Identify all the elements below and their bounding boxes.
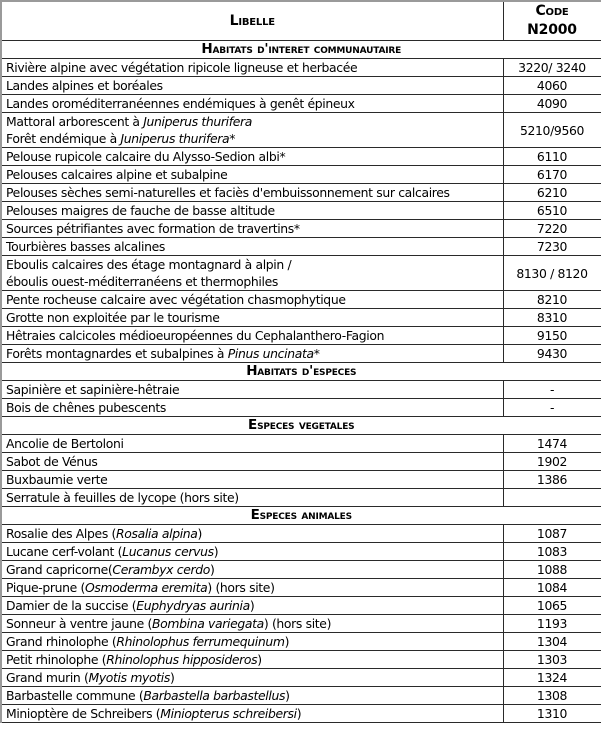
code-cell: 6210 [503, 184, 601, 202]
libelle-cell [1, 309, 503, 327]
libelle-cell [1, 705, 503, 723]
code-cell: 8310 [503, 309, 601, 327]
text-fragment: ) (hors site) [207, 580, 275, 595]
libelle-cell [1, 543, 503, 561]
libelle-cell [1, 166, 503, 184]
libelle-cell [1, 597, 503, 615]
table-row [1, 95, 601, 113]
table-row [1, 525, 601, 543]
table-row [1, 471, 601, 489]
libelle-cell [1, 489, 503, 507]
text-fragment: Petit rhinolophe ( [6, 652, 107, 667]
latin-name: Rosalia alpina [116, 526, 198, 541]
libelle-cell [1, 291, 503, 309]
libelle-cell [1, 687, 503, 705]
libelle-cell [1, 113, 503, 148]
text-fragment: Buxbaumie verte [6, 472, 108, 487]
text-fragment: Rivière alpine avec végétation ripicole ligneuse et herbacée [6, 60, 358, 75]
text-fragment: Serratule à feuilles de lycope (hors site) [6, 490, 239, 505]
text-fragment: Sabot de Vénus [6, 454, 98, 469]
text-fragment: Tourbières basses alcalines [6, 239, 165, 254]
libelle-cell [1, 633, 503, 651]
table-row [1, 651, 601, 669]
text-fragment: * [313, 346, 320, 361]
libelle-cell [1, 327, 503, 345]
text-fragment: Minioptère de Schreibers ( [6, 706, 161, 721]
code-cell: 1303 [503, 651, 601, 669]
text-fragment: ) [213, 544, 219, 559]
table-row [1, 453, 601, 471]
code-cell: 4060 [503, 77, 601, 95]
latin-name: Barbastella barbastellus [143, 688, 286, 703]
table-row [1, 166, 601, 184]
text-fragment: ) [209, 562, 215, 577]
table-row [1, 77, 601, 95]
table-body [1, 41, 601, 723]
table-row [1, 669, 601, 687]
libelle-cell [1, 525, 503, 543]
libelle-cell [1, 471, 503, 489]
code-cell: 6170 [503, 166, 601, 184]
libelle-cell [1, 435, 503, 453]
table-row [1, 615, 601, 633]
libelle-line-2 [6, 130, 499, 147]
text-fragment: ) [169, 670, 175, 685]
table-row [1, 399, 601, 417]
code-cell [503, 489, 601, 507]
text-fragment: Sources pétrifiantes avec formation de travertins* [6, 221, 300, 236]
text-fragment: Forêt endémique à [6, 131, 121, 146]
code-cell: 5210/9560 [503, 113, 601, 148]
header-code-line2: N2000 [527, 22, 577, 38]
table-row [1, 291, 601, 309]
table-row [1, 309, 601, 327]
latin-name: Rhinolophus hipposideros [106, 652, 258, 667]
header-row [1, 1, 601, 41]
libelle-cell [1, 399, 503, 417]
table-row [1, 202, 601, 220]
libelle-cell [1, 95, 503, 113]
section-row [1, 507, 601, 525]
text-fragment: Sonneur à ventre jaune ( [6, 616, 152, 631]
section-row [1, 363, 601, 381]
libelle-cell [1, 615, 503, 633]
text-fragment: Mattoral arborescent à [6, 114, 144, 129]
libelle-cell [1, 256, 503, 291]
text-fragment: ) [285, 688, 290, 703]
table-row [1, 381, 601, 399]
text-fragment: Pique-prune ( [6, 580, 85, 595]
libelle-cell [1, 345, 503, 363]
latin-name: Rhinolophus ferrumequinum [116, 634, 285, 649]
code-cell: 1065 [503, 597, 601, 615]
text-fragment: Eboulis calcaires des étage montagnard à alpin / [6, 257, 292, 272]
code-cell: 3220/ 3240 [503, 59, 601, 77]
latin-name: Lucanus cervus [122, 544, 214, 559]
code-cell: 1474 [503, 435, 601, 453]
table-row [1, 148, 601, 166]
libelle-cell [1, 220, 503, 238]
text-fragment: Pente rocheuse calcaire avec végétation chasmophytique [6, 292, 346, 307]
code-cell: 1310 [503, 705, 601, 723]
table-row [1, 561, 601, 579]
header-code [503, 1, 601, 41]
text-fragment: Forêts montagnardes et subalpines à [6, 346, 228, 361]
code-cell: 1084 [503, 579, 601, 597]
table-row [1, 184, 601, 202]
text-fragment: Pelouses calcaires alpine et subalpine [6, 167, 228, 182]
libelle-cell [1, 238, 503, 256]
libelle-cell [1, 381, 503, 399]
text-fragment: Grand murin ( [6, 670, 89, 685]
text-fragment: ) [296, 706, 302, 721]
text-fragment: Pelouses sèches semi-naturelles et faciès d'embuissonnement sur calcaires [6, 185, 450, 200]
latin-name: Juniperus thurifera [120, 131, 230, 146]
text-fragment: Sapinière et sapinière-hêtraie [6, 382, 180, 397]
text-fragment: Ancolie de Bertoloni [6, 436, 124, 451]
libelle-line-1 [6, 113, 499, 130]
text-fragment: * [229, 131, 236, 146]
table-row [1, 543, 601, 561]
latin-name: Cerambyx cerdo [112, 562, 210, 577]
code-cell: 1386 [503, 471, 601, 489]
text-fragment: Hêtraies calcicoles médioeuropéennes du Cephalanthero-Fagion [6, 328, 385, 343]
code-cell: - [503, 381, 601, 399]
code-cell: 6510 [503, 202, 601, 220]
table-row [1, 256, 601, 291]
libelle-cell [1, 184, 503, 202]
code-cell: 1324 [503, 669, 601, 687]
code-cell: 1193 [503, 615, 601, 633]
code-cell: 1083 [503, 543, 601, 561]
text-fragment: éboulis ouest-méditerranéens et thermophiles [6, 274, 278, 289]
latin-name: Osmoderma eremita [84, 580, 208, 595]
code-cell: 1304 [503, 633, 601, 651]
text-fragment: Bois de chênes pubescents [6, 400, 167, 415]
table-row [1, 489, 601, 507]
table-row [1, 705, 601, 723]
latin-name: Myotis myotis [88, 670, 170, 685]
libelle-cell [1, 77, 503, 95]
code-cell: 7230 [503, 238, 601, 256]
table-row [1, 597, 601, 615]
header-libelle: Libelle [1, 1, 503, 41]
code-cell: 4090 [503, 95, 601, 113]
code-cell: 1308 [503, 687, 601, 705]
text-fragment: Lucane cerf-volant ( [6, 544, 123, 559]
table-row [1, 238, 601, 256]
code-cell: - [503, 399, 601, 417]
text-fragment: Barbastelle commune ( [6, 688, 144, 703]
table-row [1, 220, 601, 238]
text-fragment: ) [249, 598, 255, 613]
section-title: Habitats d'especes [1, 363, 601, 381]
table-row [1, 687, 601, 705]
section-row [1, 417, 601, 435]
text-fragment: Grotte non exploitée par le tourisme [6, 310, 220, 325]
section-title: Especes animales [1, 507, 601, 525]
libelle-line-2 [6, 273, 499, 290]
latin-name: Euphydryas aurinia [136, 598, 250, 613]
latin-name: Miniopterus schreibersi [160, 706, 297, 721]
header-code-line1: Code [535, 3, 569, 19]
code-cell: 9430 [503, 345, 601, 363]
table-row [1, 113, 601, 148]
section-row [1, 41, 601, 59]
code-cell: 8210 [503, 291, 601, 309]
table-row [1, 59, 601, 77]
text-fragment: Rosalie des Alpes ( [6, 526, 116, 541]
text-fragment: ) [284, 634, 290, 649]
text-fragment: Pelouse rupicole calcaire du Alysso-Sedion albi* [6, 149, 286, 164]
latin-name: Bombina variegata [151, 616, 264, 631]
libelle-cell [1, 669, 503, 687]
text-fragment: Landes alpines et boréales [6, 78, 163, 93]
libelle-cell [1, 202, 503, 220]
text-fragment: Grand rhinolophe ( [6, 634, 117, 649]
libelle-cell [1, 148, 503, 166]
text-fragment: ) [197, 526, 203, 541]
code-cell: 7220 [503, 220, 601, 238]
code-cell: 1087 [503, 525, 601, 543]
libelle-cell [1, 579, 503, 597]
latin-name: Pinus uncinata [227, 346, 314, 361]
libelle-line-1 [6, 256, 499, 273]
libelle-cell [1, 59, 503, 77]
table-row [1, 435, 601, 453]
text-fragment: ) (hors site) [263, 616, 332, 631]
code-cell: 1088 [503, 561, 601, 579]
text-fragment: Pelouses maigres de fauche de basse altitude [6, 203, 275, 218]
table-row [1, 579, 601, 597]
latin-name: Juniperus thurifera [143, 114, 253, 129]
section-title: Especes vegetales [1, 417, 601, 435]
code-cell: 9150 [503, 327, 601, 345]
text-fragment: Grand capricorne( [6, 562, 113, 577]
libelle-cell [1, 651, 503, 669]
table-row [1, 633, 601, 651]
section-title: Habitats d'interet communautaire [1, 41, 601, 59]
libelle-cell [1, 561, 503, 579]
code-cell: 1902 [503, 453, 601, 471]
libelle-cell [1, 453, 503, 471]
text-fragment: ) [257, 652, 262, 667]
table-row [1, 327, 601, 345]
code-cell: 6110 [503, 148, 601, 166]
text-fragment: Landes oroméditerranéennes endémiques à genêt épineux [6, 96, 355, 111]
code-cell: 8130 / 8120 [503, 256, 601, 291]
table-row [1, 345, 601, 363]
text-fragment: Damier de la succise ( [6, 598, 137, 613]
